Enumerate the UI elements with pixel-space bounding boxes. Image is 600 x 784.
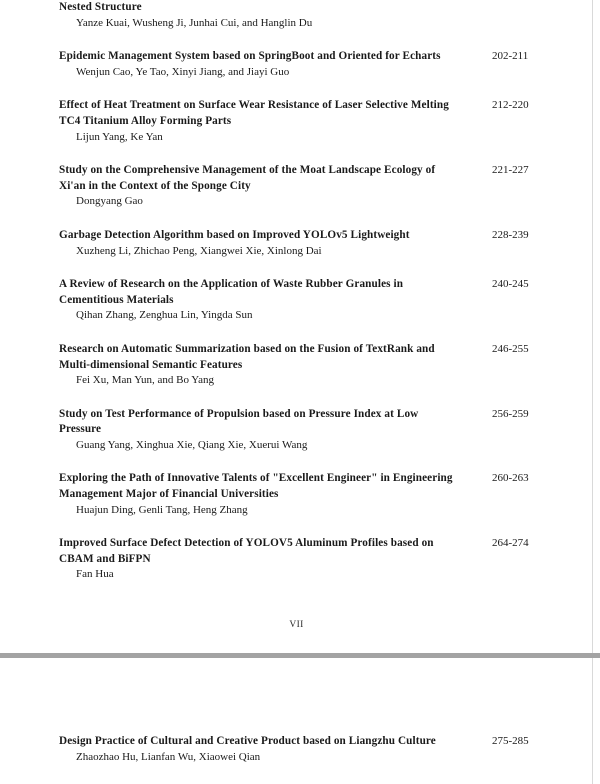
toc-entry-pages: 212-220 bbox=[492, 99, 529, 112]
toc-entry-title: Study on Test Performance of Propulsion based on Pressure Index at Low Pressure bbox=[59, 407, 419, 436]
toc-page-next bbox=[0, 658, 593, 784]
toc-entry-pages: 275-285 bbox=[492, 735, 529, 747]
toc-entry-authors: Yanze Kuai, Wusheng Ji, Junhai Cui, and Hanglin Du bbox=[76, 16, 313, 29]
toc-entry-title: Exploring the Path of Innovative Talents of "Excellent Engineer" in Engineering Management Major of Financial Universities bbox=[59, 472, 453, 501]
toc-entry-pages: 240-245 bbox=[492, 278, 529, 291]
toc-entry-pages: 202-211 bbox=[492, 50, 529, 63]
toc-entry-authors: Zhaozhao Hu, Lianfan Wu, Xiaowei Qian bbox=[76, 750, 261, 763]
toc-entry-authors: Huajun Ding, Genli Tang, Heng Zhang bbox=[76, 503, 248, 516]
toc-entry-authors: Wenjun Cao, Ye Tao, Xinyi Jiang, and Jiayi Guo bbox=[76, 65, 290, 78]
toc-entry-pages: 256-259 bbox=[492, 407, 529, 420]
toc-entry[interactable] bbox=[59, 536, 584, 583]
toc-entry[interactable] bbox=[59, 49, 584, 80]
toc-entry-title: Garbage Detection Algorithm based on Improved YOLOv5 Lightweight bbox=[59, 228, 410, 241]
toc-entry-authors: Fan Hua bbox=[76, 568, 114, 581]
toc-entry[interactable] bbox=[59, 407, 584, 454]
toc-entry-authors: Qihan Zhang, Zenghua Lin, Yingda Sun bbox=[76, 309, 253, 322]
toc-entry-pages: 260-263 bbox=[492, 472, 529, 485]
toc-entry-authors: Dongyang Gao bbox=[76, 195, 143, 208]
toc-entry[interactable] bbox=[59, 342, 584, 389]
toc-entry[interactable] bbox=[59, 228, 584, 259]
toc-entry-list-bottom bbox=[0, 658, 592, 765]
toc-entry-title: Nested Structure bbox=[59, 1, 142, 13]
toc-entry[interactable] bbox=[59, 471, 584, 518]
toc-entry-pages: 246-255 bbox=[492, 342, 529, 355]
toc-entry-title: Research on Automatic Summarization based on the Fusion of TextRank and Multi-dimensional Semantic Features bbox=[59, 342, 435, 371]
toc-entry-title: Epidemic Management System based on SpringBoot and Oriented for Echarts bbox=[59, 50, 441, 63]
toc-entry-pages: 221-227 bbox=[492, 164, 529, 177]
toc-entry-authors: Lijun Yang, Ke Yan bbox=[76, 130, 163, 143]
toc-entry-authors: Guang Yang, Xinghua Xie, Qiang Xie, Xuerui Wang bbox=[76, 438, 308, 451]
toc-entry-authors: Fei Xu, Man Yun, and Bo Yang bbox=[76, 374, 215, 387]
toc-entry[interactable] bbox=[59, 277, 584, 324]
toc-entry[interactable] bbox=[59, 98, 584, 145]
toc-entry-title: Effect of Heat Treatment on Surface Wear Resistance of Laser Selective Melting TC4 Titanium Alloy Forming Parts bbox=[59, 99, 449, 127]
toc-entry-title: Study on the Comprehensive Management of the Moat Landscape Ecology of Xi'an in the Context of the Sponge City bbox=[59, 164, 436, 192]
toc-entry-pages: 264-274 bbox=[492, 537, 529, 550]
toc-entry-title: Design Practice of Cultural and Creative Product based on Liangzhu Culture bbox=[59, 735, 436, 747]
toc-entry[interactable] bbox=[59, 734, 584, 765]
toc-entry-pages: 228-239 bbox=[492, 228, 529, 241]
toc-entry-title: Improved Surface Defect Detection of YOLOV5 Aluminum Profiles based on CBAM and BiFPN bbox=[59, 537, 434, 565]
toc-entry[interactable] bbox=[59, 163, 584, 210]
toc-entry-title: A Review of Research on the Application of Waste Rubber Granules in Cementitious Materials bbox=[59, 278, 404, 306]
toc-entry[interactable] bbox=[59, 0, 584, 31]
toc-entry-authors: Xuzheng Li, Zhichao Peng, Xiangwei Xie, Xinlong Dai bbox=[76, 244, 322, 257]
page-folio: VII bbox=[289, 620, 304, 630]
